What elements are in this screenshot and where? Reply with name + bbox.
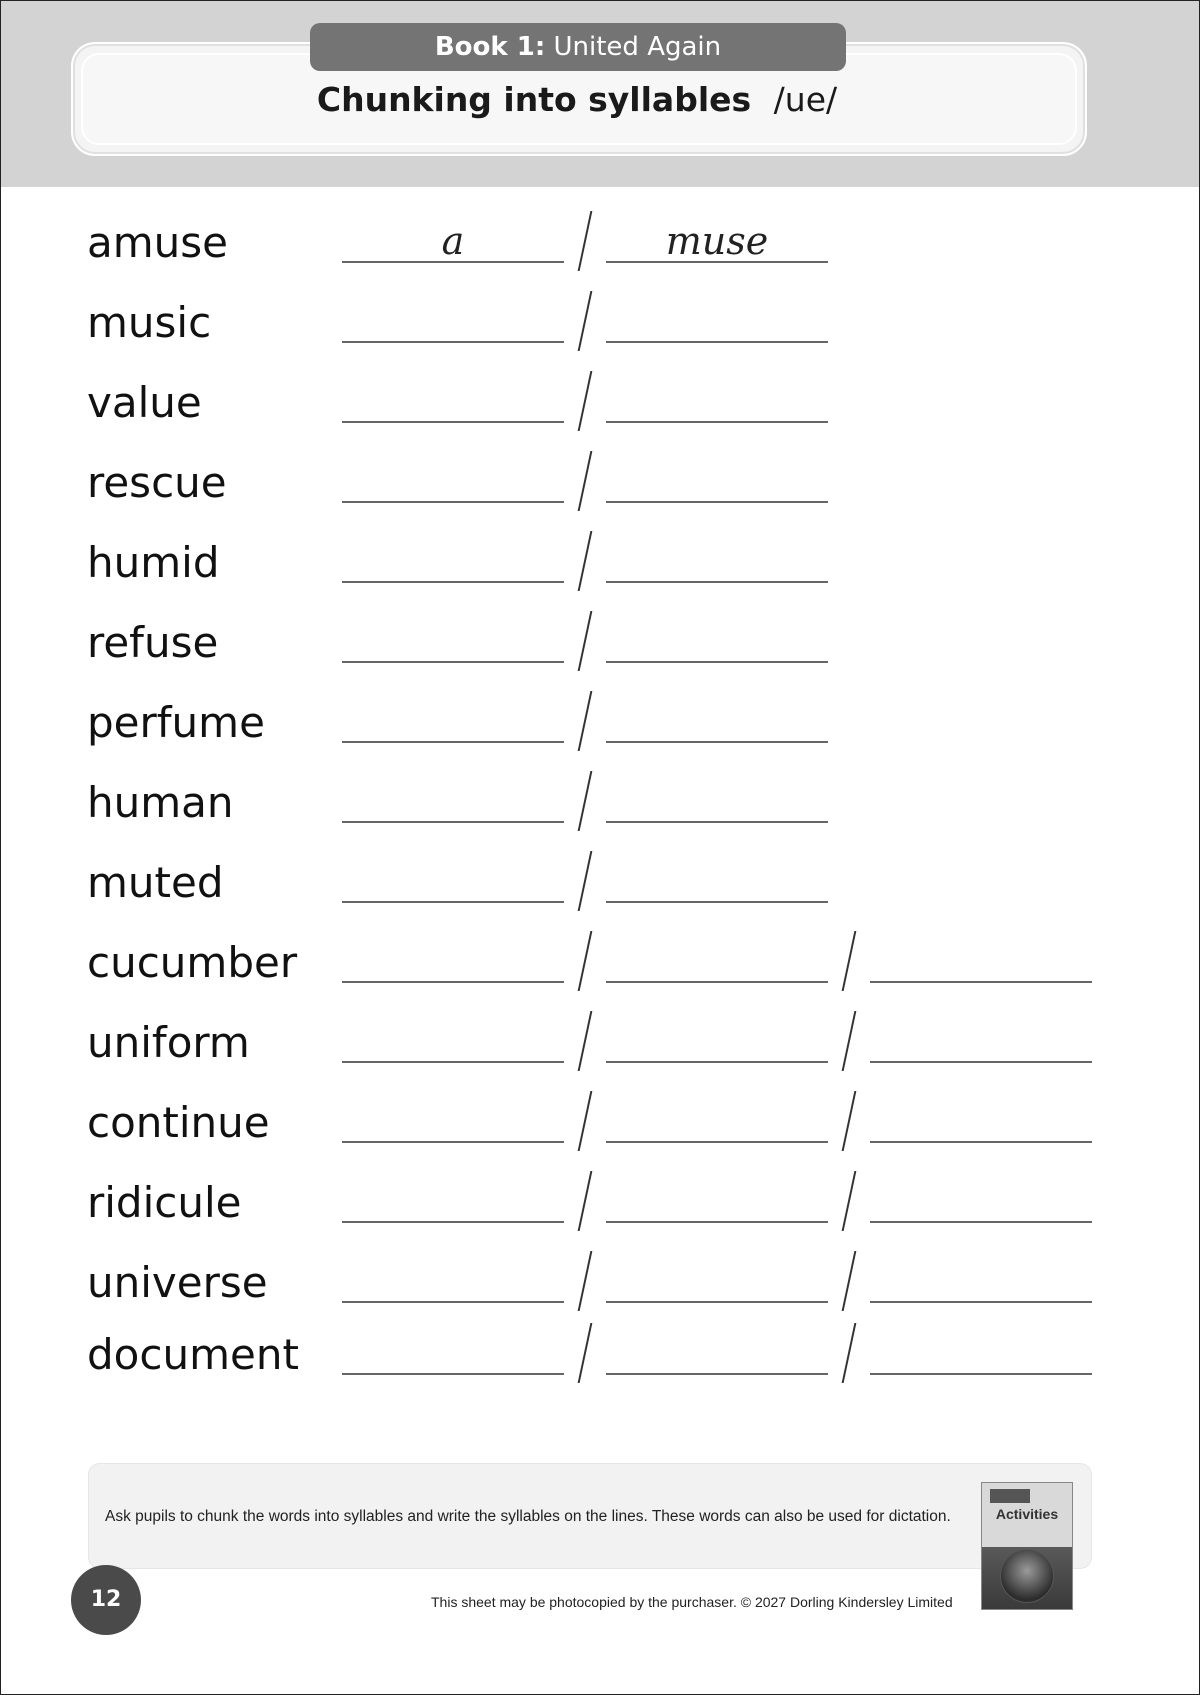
syllable-line[interactable]	[342, 1301, 564, 1303]
word-row	[1, 291, 1200, 351]
syllable-divider	[578, 291, 593, 351]
word-label: rescue	[87, 458, 227, 507]
syllable-divider	[578, 931, 593, 991]
book-tab	[310, 23, 846, 71]
word-row	[1, 531, 1200, 591]
word-label: human	[87, 778, 234, 827]
syllable-divider	[842, 1171, 857, 1231]
page-title	[81, 75, 1073, 125]
syllable-answer: muse	[665, 219, 769, 263]
syllable-divider	[842, 1323, 857, 1383]
syllable-divider	[578, 1091, 593, 1151]
syllable-line[interactable]	[342, 341, 564, 343]
syllable-line[interactable]	[342, 1061, 564, 1063]
syllable-line[interactable]	[342, 581, 564, 583]
syllable-line[interactable]	[870, 981, 1092, 983]
syllable-divider	[842, 931, 857, 991]
syllable-divider	[578, 611, 593, 671]
word-row	[1, 1011, 1200, 1071]
word-label: uniform	[87, 1018, 250, 1067]
syllable-line[interactable]	[342, 1141, 564, 1143]
syllable-line[interactable]	[870, 1141, 1092, 1143]
syllable-line[interactable]	[606, 581, 828, 583]
word-row	[1, 851, 1200, 911]
syllable-line[interactable]	[606, 741, 828, 743]
syllable-line[interactable]	[606, 981, 828, 983]
syllable-line[interactable]	[342, 1373, 564, 1375]
syllable-divider	[578, 1251, 593, 1311]
word-label: refuse	[87, 618, 219, 667]
word-label: continue	[87, 1098, 270, 1147]
syllable-line[interactable]	[606, 1061, 828, 1063]
book-cover-thumbnail	[981, 1482, 1073, 1610]
word-label: document	[87, 1330, 299, 1379]
syllable-line[interactable]	[606, 501, 828, 503]
syllable-divider	[578, 211, 593, 271]
word-row	[1, 1091, 1200, 1151]
syllable-line[interactable]	[606, 1141, 828, 1143]
syllable-line[interactable]	[342, 741, 564, 743]
word-row	[1, 211, 1200, 271]
word-label: muted	[87, 858, 224, 907]
word-row	[1, 1171, 1200, 1231]
syllable-divider	[578, 371, 593, 431]
syllable-divider	[578, 1171, 593, 1231]
note-text: Ask pupils to chunk the words into syllables and write the syllables on the lines. These words can also be used for dictation.	[105, 1508, 951, 1525]
teacher-note	[88, 1463, 1092, 1569]
syllable-line[interactable]	[342, 981, 564, 983]
syllable-answer: a	[441, 219, 465, 263]
syllable-line[interactable]	[606, 661, 828, 663]
syllable-divider	[842, 1251, 857, 1311]
cover-title: Activities	[995, 1506, 1059, 1522]
syllable-line[interactable]	[870, 1221, 1092, 1223]
syllable-divider	[578, 531, 593, 591]
word-label: humid	[87, 538, 220, 587]
word-label: amuse	[87, 218, 228, 267]
syllable-line[interactable]	[342, 661, 564, 663]
syllable-line[interactable]	[606, 821, 828, 823]
syllable-line[interactable]	[342, 501, 564, 503]
syllable-divider	[578, 451, 593, 511]
word-row	[1, 371, 1200, 431]
syllable-line[interactable]	[606, 901, 828, 903]
syllable-divider	[578, 771, 593, 831]
syllable-line[interactable]	[342, 1221, 564, 1223]
syllable-divider	[578, 691, 593, 751]
word-label: value	[87, 378, 202, 427]
cover-logo	[990, 1489, 1030, 1503]
syllable-line[interactable]	[342, 421, 564, 423]
syllable-line[interactable]	[870, 1061, 1092, 1063]
word-row	[1, 1323, 1200, 1383]
syllable-divider	[578, 1011, 593, 1071]
word-row	[1, 771, 1200, 831]
book-label: Book 1:	[434, 32, 546, 62]
syllable-divider	[842, 1091, 857, 1151]
syllable-divider	[578, 1323, 593, 1383]
syllable-line[interactable]	[606, 421, 828, 423]
word-row	[1, 691, 1200, 751]
word-label: perfume	[87, 698, 265, 747]
word-label: music	[87, 298, 212, 347]
word-label: ridicule	[87, 1178, 242, 1227]
phoneme-label: /ue/	[773, 80, 838, 119]
word-row	[1, 931, 1200, 991]
word-label: cucumber	[87, 938, 298, 987]
book-title: United Again	[553, 32, 722, 62]
page-number: 12	[71, 1565, 141, 1635]
word-row	[1, 611, 1200, 671]
word-row	[1, 1251, 1200, 1311]
syllable-line[interactable]	[342, 901, 564, 903]
word-label: universe	[87, 1258, 268, 1307]
word-row	[1, 451, 1200, 511]
syllable-line[interactable]	[606, 341, 828, 343]
title-text: Chunking into syllables	[316, 80, 752, 119]
syllable-divider	[578, 851, 593, 911]
syllable-line[interactable]	[342, 821, 564, 823]
syllable-line[interactable]	[606, 1373, 828, 1375]
syllable-line[interactable]	[870, 1301, 1092, 1303]
syllable-line[interactable]	[606, 1301, 828, 1303]
syllable-line[interactable]	[870, 1373, 1092, 1375]
syllable-line[interactable]	[606, 1221, 828, 1223]
syllable-divider	[842, 1011, 857, 1071]
cover-illustration	[1000, 1549, 1054, 1603]
footer-copyright: This sheet may be photocopied by the purchaser. © 2027 Dorling Kindersley Limited	[431, 1594, 953, 1610]
